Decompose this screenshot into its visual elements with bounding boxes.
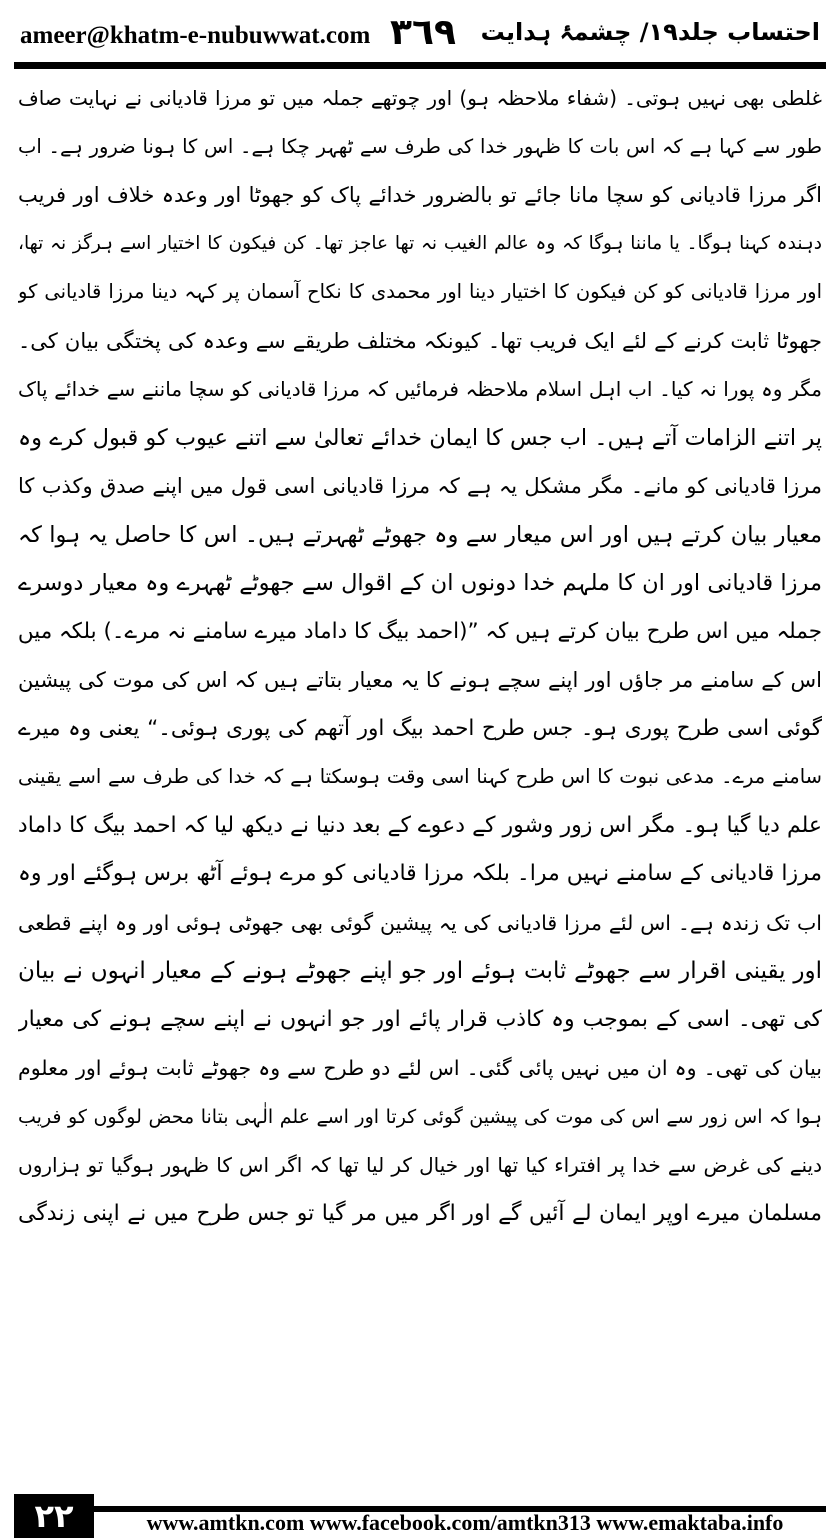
- text-line: معیار بیان کرتے ہیں اور اس میعار سے وہ جھوٹے ٹھہرتے ہیں۔ اس کا حاصل یہ ہوا کہ: [18, 521, 822, 548]
- text-line: مسلمان میرے اوپر ایمان لے آئیں گے اور اگر میں مر گیا تو جس طرح میں نے اپنی زندگی: [18, 1200, 822, 1226]
- text-line: سامنے مرے۔ مدعی نبوت کا اس طرح کہنا اسی وقت ہوسکتا ہے کہ خدا کی طرف سے اسے یقینی: [18, 765, 822, 788]
- text-line: جملہ میں اس طرح بیان کرتے ہیں کہ ”(احمد بیگ کا داماد میرے سامنے نہ مرے۔) بلکہ میں: [18, 618, 822, 644]
- text-line: بیان کی تھی۔ وہ ان میں نہیں پائی گئی۔ اس لئے دو طرح سے وہ جھوٹے ثابت ہوئے اور معلوم: [18, 1056, 822, 1080]
- text-line: اور یقینی اقرار سے جھوٹے ثابت ہوئے اور جو اپنے جھوٹے ہونے کے معیار انہوں نے بیان: [18, 958, 822, 984]
- text-line: دینے کی غرض سے خدا پر افتراء کیا تھا اور خیال کر لیا تھا کہ اگر اس کا ظہور ہوگیا تو ہزاروں: [18, 1153, 822, 1177]
- text-line: اور مرزا قادیانی کو کن فیکون کا اختیار دینا اور محمدی کا نکاح آسمان پر کہہ دینا مرزا قادیانی کو: [18, 280, 822, 303]
- text-line: جھوٹا ثابت کرنے کے لئے ایک فریب تھا۔ کیونکہ مختلف طریقے سے وعدہ کی پختگی بیان کی۔: [18, 328, 822, 353]
- text-line: ہوا کہ اس زور سے اس کی موت کی پیشین گوئی کرتا اور اسے علم الٰہی بتانا محض لوگوں کو فریب: [18, 1105, 822, 1128]
- text-line: طور سے کہا ہے کہ اس بات کا ظہور خدا کی طرف سے ٹھہر چکا ہے۔ اس کا ہونا ضرور ہے۔ اب: [18, 134, 822, 158]
- text-line: دہندہ کہنا ہوگا۔ یا ماننا ہوگا کہ وہ عالم الغیب نہ تھا عاجز تھا۔ کن فیکون کا اختیار اسے ہرگز نہ تھا،: [18, 232, 822, 254]
- text-line: اب تک زندہ ہے۔ اس لئے مرزا قادیانی کی یہ پیشین گوئی بھی جھوٹی ہوئی اور وہ اپنے قطعی: [18, 910, 822, 935]
- text-line: مگر وہ پورا نہ کیا۔ اب اہل اسلام ملاحظہ فرمائیں کہ مرزا قادیانی کو سچا ماننے سے خدائے پاک: [18, 377, 822, 401]
- footer-page-number: ۲۲: [14, 1494, 94, 1538]
- text-line: علم دیا گیا ہو۔ مگر اس زور وشور کے دعوے کے بعد دنیا نے دیکھ لیا کہ احمد بیگ کا داماد: [18, 812, 822, 838]
- page-footer: [14, 1494, 826, 1538]
- text-line: کی تھی۔ اسی کے بموجب وہ کاذب قرار پائے اور جو انہوں نے اپنے سچے ہونے کی معیار: [18, 1006, 822, 1032]
- header-book-title: احتساب جلد۱۹/ چشمۂ ہدایت: [480, 18, 820, 46]
- text-line: اگر مرزا قادیانی کو سچا مانا جائے تو بالضرور خدائے پاک کو جھوٹا اور وعدہ خلاف اور فریب: [18, 183, 822, 207]
- text-line: گوئی اسی طرح پوری ہو۔ جس طرح احمد بیگ اور آتھم کی پوری ہوئی۔“ یعنی وہ میرے: [18, 715, 822, 741]
- header-rule: [14, 62, 826, 69]
- text-line: غلطی بھی نہیں ہوتی۔ (شفاء ملاحظہ ہو) اور چوتھے جملہ میں تو مرزا قادیانی نے نہایت صاف: [18, 86, 822, 110]
- header-email: ameer@khatm-e-nubuwwat.com: [20, 22, 371, 49]
- header-page-number: ٣٦٩: [390, 12, 456, 53]
- text-line: اس کے سامنے مر جاؤں اور اپنے سچے ہونے کا یہ معیار بتاتے ہیں کہ اس کی موت کی پیشین: [18, 668, 822, 692]
- text-line: مرزا قادیانی اور ان کا ملہم خدا دونوں ان کے اقوال سے جھوٹے ٹھہرے وہ معیار دوسرے: [18, 570, 822, 596]
- body-text: [18, 74, 822, 1494]
- page-header: [14, 8, 826, 60]
- text-line: مرزا قادیانی کو مانے۔ مگر مشکل یہ ہے کہ مرزا قادیانی اسی قول میں اپنے صدق وکذب کا: [18, 474, 822, 498]
- text-line: مرزا قادیانی کے سامنے نہیں مرا۔ بلکہ مرزا قادیانی کو مرے ہوئے آٹھ برس ہوگئے اور وہ: [18, 861, 822, 886]
- text-line: پر اتنے الزامات آتے ہیں۔ اب جس کا ایمان خدائے تعالیٰ سے اتنے عیوب کو قبول کرے وہ: [18, 424, 822, 451]
- footer-links: www.amtkn.com www.facebook.com/amtkn313 www.emaktaba.info: [146, 1510, 784, 1535]
